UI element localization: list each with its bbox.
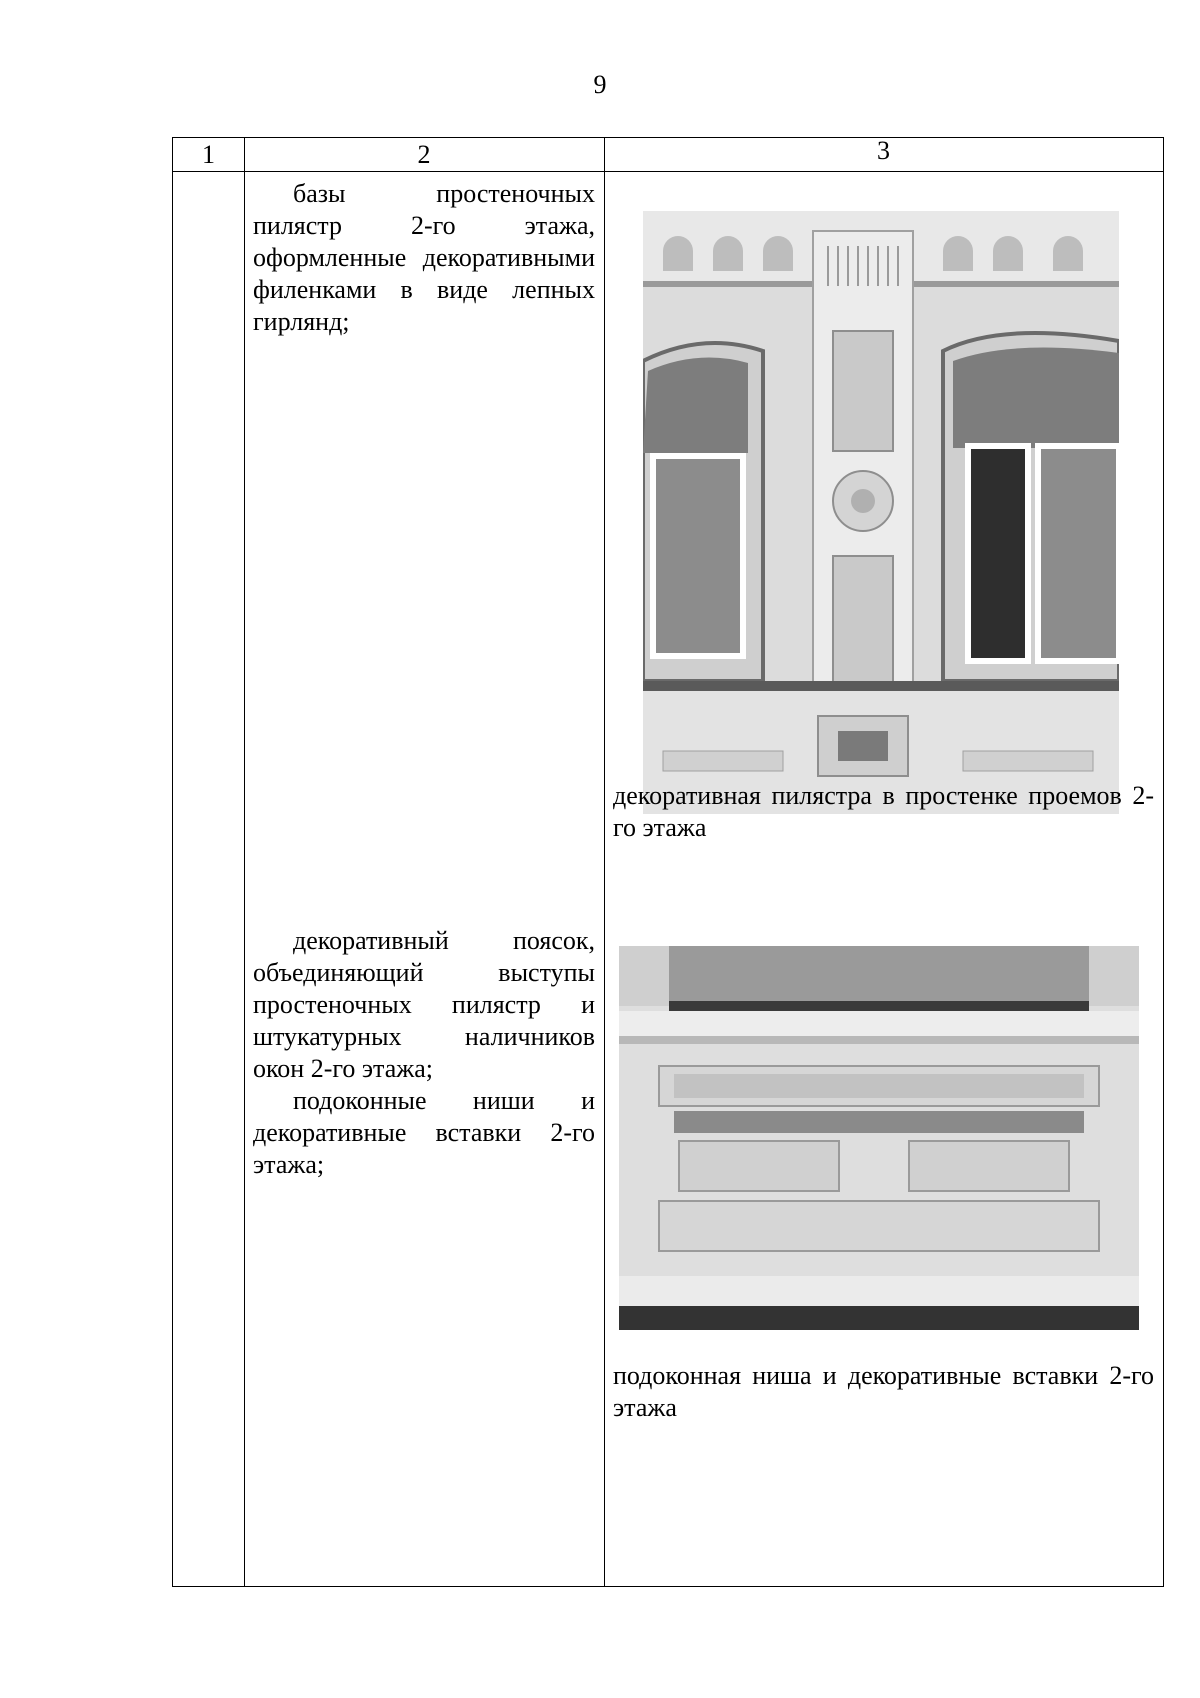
header-col-1: 1 [173,138,244,172]
page-number: 9 [593,70,607,99]
header-col-3 [604,138,1163,172]
header-col-3-label: 3 [877,136,890,165]
description-block-2 [253,925,595,1181]
photo-caption-2: подоконная ниша и декоративные вставки 2-го этажа [613,1361,1154,1422]
column-divider [244,138,245,1586]
photo-sill-niche [619,946,1139,1330]
description-text: подоконные ниши и декоративные вставки 2-го этажа; [253,1086,595,1179]
photo-caption-1: декоративная пилястра в простенке проемов 2-го этажа [613,781,1154,842]
photo-pilaster [643,211,1119,814]
heritage-table [172,137,1164,1587]
header-col-2: 2 [244,138,604,172]
column-divider [604,138,605,1586]
description-text: декоративный поясок, объединяющий выступы простеночных пилястр и штукатурных наличников окон 2-го этажа; [253,926,595,1083]
description-block-1 [253,178,595,338]
description-text: базы простеночных пилястр 2-го этажа, оформленные декоративными филенками в виде лепных гирлянд; [253,179,595,336]
